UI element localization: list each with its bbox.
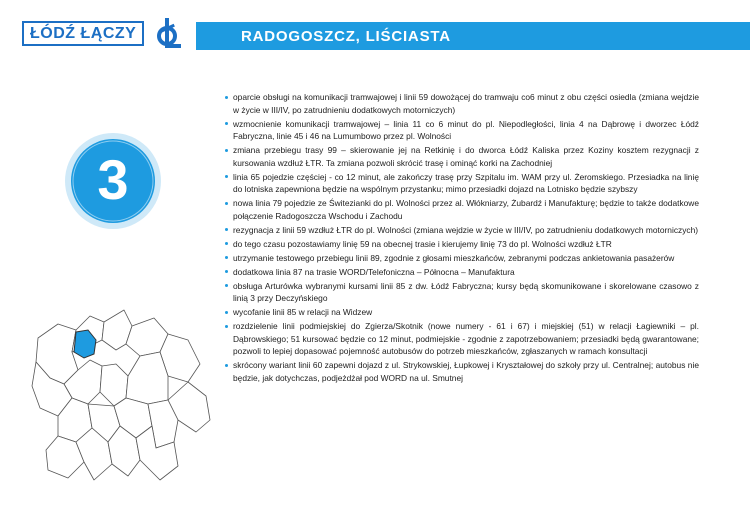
changes-list <box>229 91 699 386</box>
list-item: rozdzielenie linii podmiejskiej do Zgierza/Skotnik (nowe numery - 61 i 67) i miejskiej (51) w relacji Łagiewniki – pl. Dąbrowskiego; 51 kursować będzie co 12 minut, podmiejskie - zgodnie z zapotrzebowaniem; przesiadki będą gwarantowane; pozwoli to lepiej dopasować pojemność autobusów do potrzeb mieszkańców, zgłaszanych w ramach konsultacji <box>229 320 699 358</box>
list-item: utrzymanie testowego przebiegu linii 89, zgodnie z głosami mieszkańców, zebranymi podczas ankietowania pasażerów <box>229 252 699 265</box>
list-item: wycofanie linii 85 w relacji na Widzew <box>229 306 699 319</box>
list-item: linia 65 pojedzie częściej - co 12 minut, ale zakończy trasę przy Szpitalu im. WAM przy ul. Żeromskiego. Przesiadka na linię do lotniska zapewniona będzie na wspólnym przystanku; mimo przesiadki dojazd na Lotnisko będzie szybszy <box>229 171 699 196</box>
list-item: oparcie obsługi na komunikacji tramwajowej i linii 59 dowożącej do tramwaju co6 minut z obu części osiedla (zmiana wejdzie w życie w III/IV, po zatrudnieniu dodatkowych motorniczych) <box>229 91 699 116</box>
list-item: wzmocnienie komunikacji tramwajowej – linia 11 co 6 minut do pl. Niepodległości, linia 4 na Dąbrowę i dworzec Łódź Fabryczna, linie 45 i 46 na Lumumbowo przez pl. Wolności <box>229 118 699 143</box>
list-item: do tego czasu pozostawiamy linię 59 na obecnej trasie i kierujemy linię 73 do pl. Wolności wzdłuż ŁTR <box>229 238 699 251</box>
district-number-badge <box>64 132 162 230</box>
logo-mark-icon <box>154 16 184 50</box>
list-item: skrócony wariant linii 60 zapewni dojazd z ul. Strykowskiej, Łupkowej i Kryształowej do szkoły przy ul. Centralnej; autobus nie będzie, jak dotychczas, podjeżdżał pod WORD na ul. Smutnej <box>229 359 699 384</box>
list-item: rezygnacja z linii 59 wzdłuż ŁTR do pl. Wolności (zmiana wejdzie w życie w III/IV, po zatrudnieniu dodatkowych motorniczych) <box>229 224 699 237</box>
list-item: zmiana przebiegu trasy 99 – skierowanie jej na Retkinię i do dworca Łódź Kaliska przez Koziny kosztem rezygnacji z kursowania wzdłuż ŁTR. Ta zmiana pozwoli skrócić trasę i ominąć korki na Zachodniej <box>229 144 699 169</box>
list-item: obsługa Arturówka wybranymi kursami linii 85 z dw. Łódź Fabryczna; kursy będą skomunikowane i skorelowane czasowo z linią 3 przy Deczyńskiego <box>229 280 699 305</box>
header-bar <box>196 22 750 50</box>
district-map <box>28 300 218 490</box>
page-title: RADOGOSZCZ, LIŚCIASTA <box>241 27 451 45</box>
logo-text: ŁÓDŹ ŁĄCZY <box>22 21 144 46</box>
list-item: nowa linia 79 pojedzie ze Świtezianki do pl. Wolności przez al. Włókniarzy, Żubardź i Manufakturę; będzie to także dodatkowe połączenie Radogoszcza Wschodu i Zachodu <box>229 197 699 222</box>
district-number: 3 <box>97 148 129 211</box>
list-item: dodatkowa linia 87 na trasie WORD/Telefoniczna – Północna – Manufaktura <box>229 266 699 279</box>
brand-logo <box>22 16 184 50</box>
